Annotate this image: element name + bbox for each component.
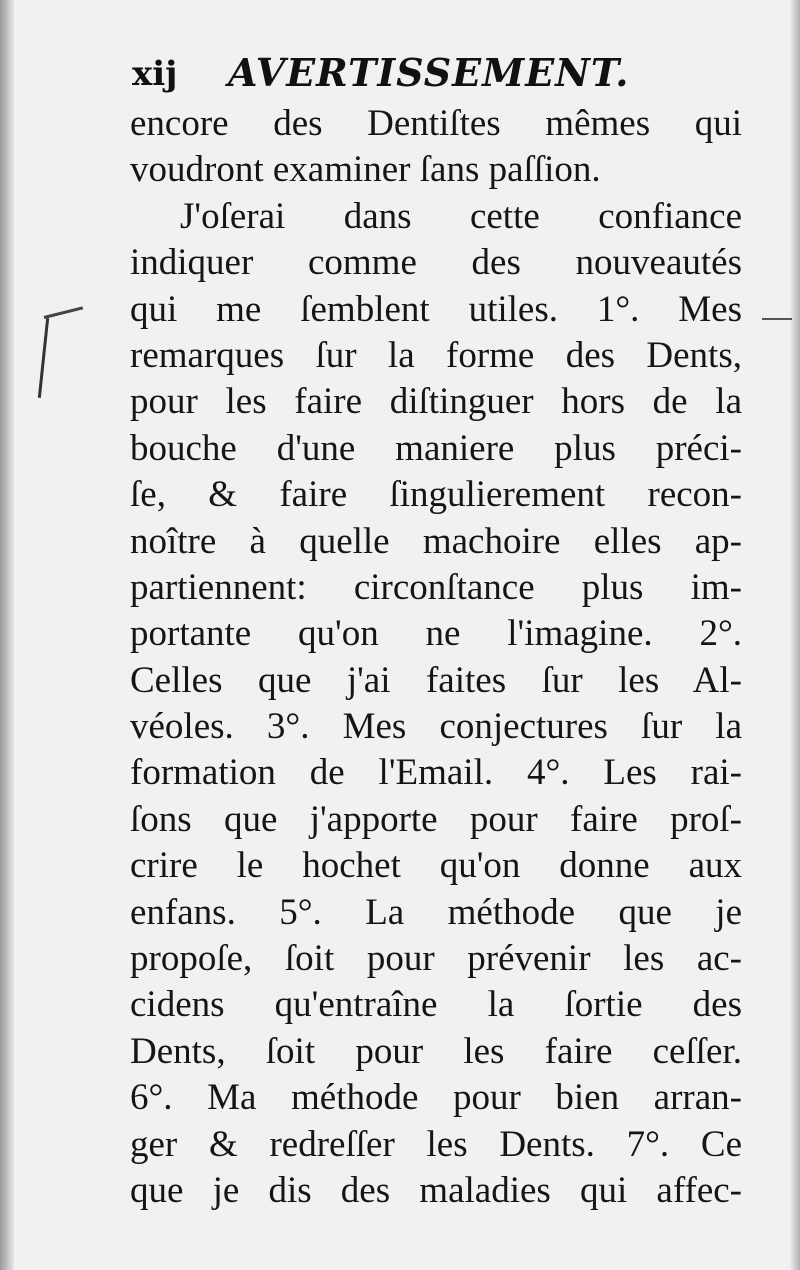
text-line: ger & redreſſer les Dents. 7°. Ce bbox=[130, 1123, 742, 1165]
text-line: que je dis des maladies qui affec- bbox=[130, 1169, 742, 1211]
text-line: crire le hochet qu'on donne aux bbox=[130, 845, 742, 887]
text-line: pour les faire diſtinguer hors de la bbox=[130, 381, 742, 423]
text-line: formation de l'Email. 4°. Les rai- bbox=[130, 752, 742, 794]
page-number: xij bbox=[132, 54, 178, 94]
text-line: ſons que j'apporte pour faire proſ- bbox=[130, 798, 742, 840]
text-line: ſe, & faire ſingulierement recon- bbox=[130, 474, 742, 516]
margin-ink-mark bbox=[44, 306, 84, 319]
text-line: bouche d'une maniere plus préci- bbox=[130, 427, 742, 469]
text-line: portante qu'on ne l'imagine. 2°. bbox=[130, 613, 742, 655]
text-line: véoles. 3°. Mes conjectures ſur la bbox=[130, 706, 742, 748]
body-text bbox=[130, 101, 742, 1214]
text-line: 6°. Ma méthode pour bien arran- bbox=[130, 1077, 742, 1119]
page-edge-shadow-right bbox=[790, 0, 800, 1270]
text-line: J'oſerai dans cette confiance bbox=[180, 195, 742, 237]
text-line: Celles que j'ai faites ſur les Al- bbox=[130, 659, 742, 701]
text-line: partiennent: circonſtance plus im- bbox=[130, 566, 742, 608]
text-line: encore des Dentiſtes mêmes qui bbox=[130, 103, 742, 144]
margin-ink-mark bbox=[38, 318, 49, 398]
text-line: indiquer comme des nouveautés bbox=[130, 242, 742, 284]
text-line: enfans. 5°. La méthode que je bbox=[130, 891, 742, 933]
text-line: cidens qu'entraîne la ſortie des bbox=[130, 984, 742, 1026]
text-line: Dents, ſoit pour les faire ceſſer. bbox=[130, 1030, 742, 1072]
text-line: propoſe, ſoit pour prévenir les ac- bbox=[130, 938, 742, 980]
text-line: qui me ſemblent utiles. 1°. Mes bbox=[130, 288, 742, 330]
running-header bbox=[132, 50, 752, 106]
page-edge-shadow-left bbox=[0, 0, 14, 1270]
text-line: voudront examiner ſans paſſion. bbox=[130, 149, 601, 191]
text-line: noître à quelle machoire elles ap- bbox=[130, 520, 742, 562]
margin-ink-mark bbox=[762, 318, 792, 320]
text-line: remarques ſur la forme des Dents, bbox=[130, 334, 742, 376]
running-title: AVERTISSEMENT. bbox=[228, 50, 630, 95]
